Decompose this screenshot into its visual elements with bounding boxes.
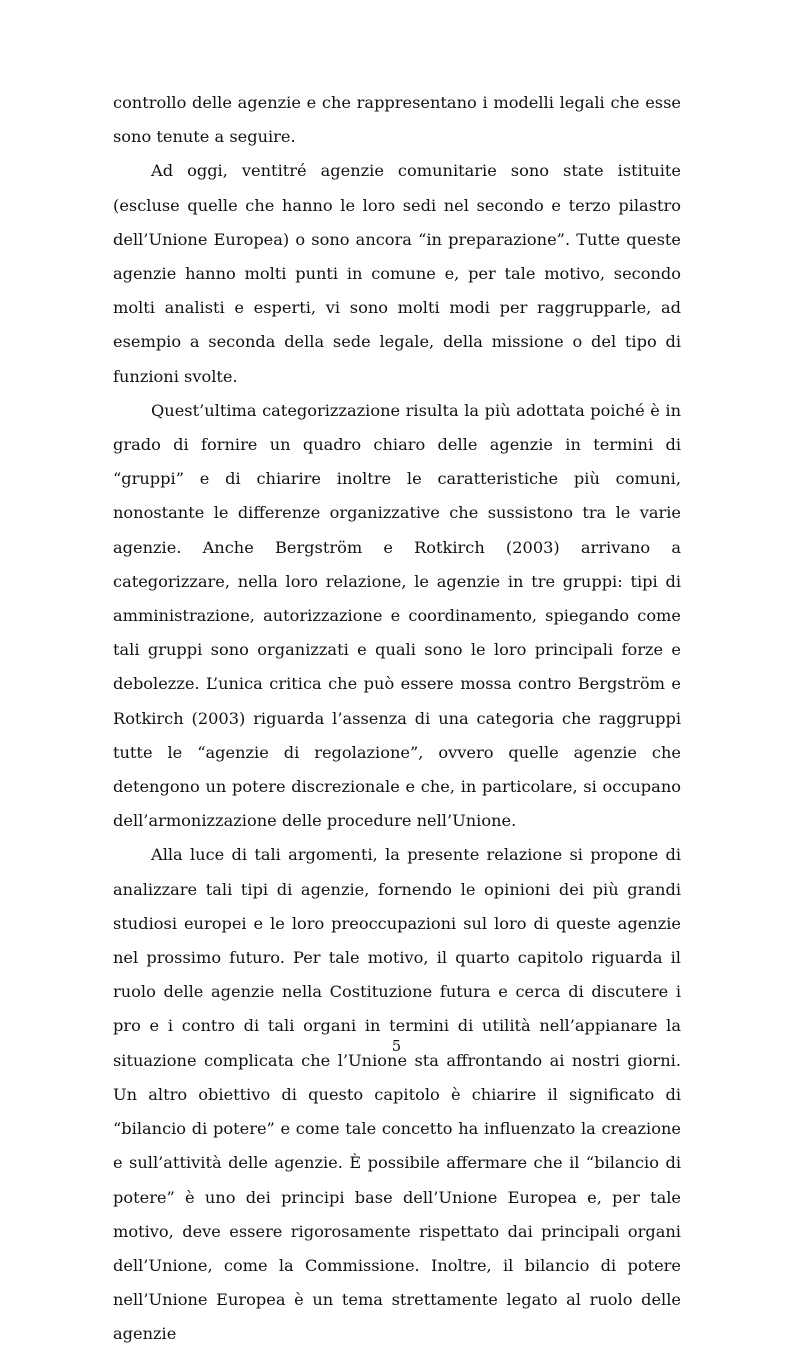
paragraph-agencies-count: Ad oggi, ventitré agenzie comunitarie sono state istituite (escluse quelle che hanno le loro sedi nel secondo e terzo pilastro dell’Unione Europea) o sono ancora “in preparazione”. Tutte queste agenzie hanno molti punti in comune e, per tale motivo, secondo molti analisti e esperti, vi sono molti modi per raggrupparle, ad esempio a seconda della sede legale, della missione o del tipo di funzioni svolte. <box>113 161 681 386</box>
paragraph-categorization: Quest’ultima categorizzazione risulta la più adottata poiché è in grado di fornire un quadro chiaro delle agenzie in termini di “gruppi” e di chiarire inoltre le caratteristiche più comuni, nonostante le differenze organizzative che sussistono tra le varie agenzie. Anche Bergström e Rotkirch (2003) arrivano a categorizzare, nella loro relazione, le agenzie in tre gruppi: tipi di amministrazione, autorizzazione e coordinamento, spiegando come tali gruppi sono organizzati e quali sono le loro principali forze e debolezze. L’unica critica che può essere mossa contro Bergström e Rotkirch (2003) riguarda l’assenza di una categoria che raggruppi tutte le “agenzie di regolazione”, ovvero quelle agenzie che detengono un potere discrezionale e che, in particolare, si occupano dell’armonizzazione delle procedure nell’Unione. <box>113 400 681 831</box>
paragraph-report-aims: Alla luce di tali argomenti, la presente relazione si propone di analizzare tali tipi di agenzie, fornendo le opinioni dei più grandi studiosi europei e le loro preoccupazioni sul loro di queste agenzie nel prossimo futuro. Per tale motivo, il quarto capitolo riguarda il ruolo delle agenzie nella Costituzione futura e cerca di discutere i pro e i contro di tali organi in termini di utilità nell’appianare la situazione complicata che l’Unione sta affrontando ai nostri giorni. Un altro obiettivo di questo capitolo è chiarire il significato di “bilancio di potere” e come tale concetto ha influenzato la creazione e sull’attività delle agenzie. È possibile affermare che il “bilancio di potere” è uno dei principi base dell’Unione Europea e, per tale motivo, deve essere rigorosamente rispettato dai principali organi dell’Unione, come la Commissione. Inoltre, il bilancio di potere nell’Unione Europea è un tema strettamente legato al ruolo delle agenzie <box>113 845 681 1344</box>
body-text <box>113 86 681 1352</box>
page-number: 5 <box>391 1039 402 1055</box>
paragraph-continuation: controllo delle agenzie e che rappresentano i modelli legali che esse sono tenute a seguire. <box>113 93 681 147</box>
